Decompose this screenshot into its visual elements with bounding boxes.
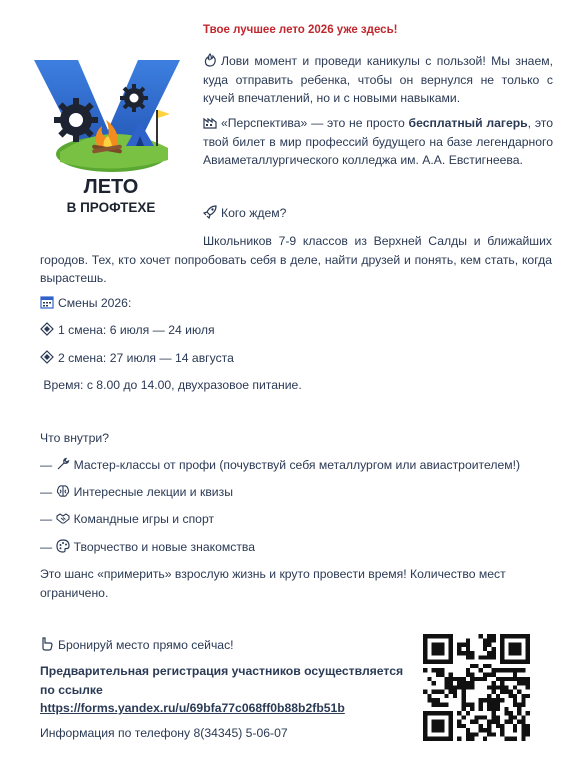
list-item: — Командные игры и спорт xyxy=(40,512,215,526)
list-item-text: Мастер-классы от профи (почувствуй себя металлургом или авиастроителем!) xyxy=(73,458,521,472)
booking-heading-text: Бронируй место прямо сейчас! xyxy=(58,638,234,652)
summer-camp-logo xyxy=(30,48,192,218)
list-item-text: Командные игры и спорт xyxy=(73,512,215,526)
who-heading-text: Кого ждем? xyxy=(221,206,287,220)
chance-paragraph: Это шанс «примерить» взрослую жизнь и круто провести время! Количество мест ограничено. xyxy=(40,567,506,600)
logo-line1: ЛЕТО xyxy=(83,176,139,198)
registration-block xyxy=(40,662,410,718)
registration-text: Предварительная регистрация участников осуществляется по ссылке xyxy=(40,664,404,697)
intro-paragraph xyxy=(203,52,553,108)
list-item-text: Творчество и новые знакомства xyxy=(73,540,256,554)
list-item: — Творчество и новые знакомства xyxy=(40,540,256,554)
gear-small-icon xyxy=(120,84,148,112)
who-body xyxy=(40,232,552,288)
time-info xyxy=(40,376,302,395)
logo-line2: В ПРОФТЕХЕ xyxy=(66,200,156,215)
shift-2-text: 2 смена: 27 июля — 14 августа xyxy=(58,351,234,365)
registration-link[interactable]: https://forms.yandex.ru/u/69bfa77c068ff0b88b2fb51b xyxy=(40,701,345,715)
headline: Твое лучшее лето 2026 уже здесь! xyxy=(203,24,398,36)
rocket-icon xyxy=(203,205,217,219)
diamond-icon xyxy=(40,350,54,364)
diamond-icon xyxy=(40,322,54,336)
list-item: — Мастер-классы от профи (почувствуй себя металлургом или авиастроителем!) xyxy=(40,458,521,472)
booking-heading xyxy=(40,636,234,655)
flag-icon xyxy=(156,110,170,146)
list-item-text: Интересные лекции и квизы xyxy=(73,485,233,499)
shift-1 xyxy=(40,321,215,340)
wrench-icon xyxy=(56,457,70,471)
shift-2 xyxy=(40,349,234,368)
qr-code[interactable] xyxy=(423,634,530,741)
shifts-heading xyxy=(40,294,131,313)
shift-1-text: 1 смена: 6 июля — 24 июля xyxy=(58,323,215,337)
about-text-1: «Перспектива» — это не просто xyxy=(221,116,409,130)
who-text: Школьников 7-9 классов из Верхней Салды и ближайших городов. Тех, кто хочет попробовать себя в деле, найти друзей и понять, кем стать, когда вырастешь. xyxy=(40,234,552,285)
time-text: Время: с 8.00 до 14.00, двухразовое питание. xyxy=(43,378,302,392)
who-heading xyxy=(203,204,286,223)
pointing-hand-icon xyxy=(40,637,54,651)
phone-info: Информация по телефону 8(34345) 5-06-07 xyxy=(40,726,288,740)
fire-icon xyxy=(203,53,217,67)
about-paragraph xyxy=(203,114,553,170)
intro-text: Лови момент и проведи каникулы с пользой! Мы знаем, куда отправить ребенка, чтобы он вернулся не только с кучей впечатлений, но и с новыми навыками. xyxy=(203,54,553,105)
about-bold: бесплатный лагерь xyxy=(408,116,528,130)
palette-icon xyxy=(56,539,70,553)
calendar-icon xyxy=(40,295,54,309)
shifts-heading-text: Смены 2026: xyxy=(58,296,132,310)
handshake-icon xyxy=(56,511,70,525)
about-text-2: , это твой билет в мир профессий будущего на базе легендарного Авиаметаллургического колледжа им. А.А. Евстигнеева. xyxy=(203,116,554,167)
list-item: — Интересные лекции и квизы xyxy=(40,485,233,499)
inside-heading: Что внутри? xyxy=(40,431,109,445)
gear-icon xyxy=(54,98,98,142)
brain-icon xyxy=(56,484,70,498)
factory-icon xyxy=(203,115,217,129)
